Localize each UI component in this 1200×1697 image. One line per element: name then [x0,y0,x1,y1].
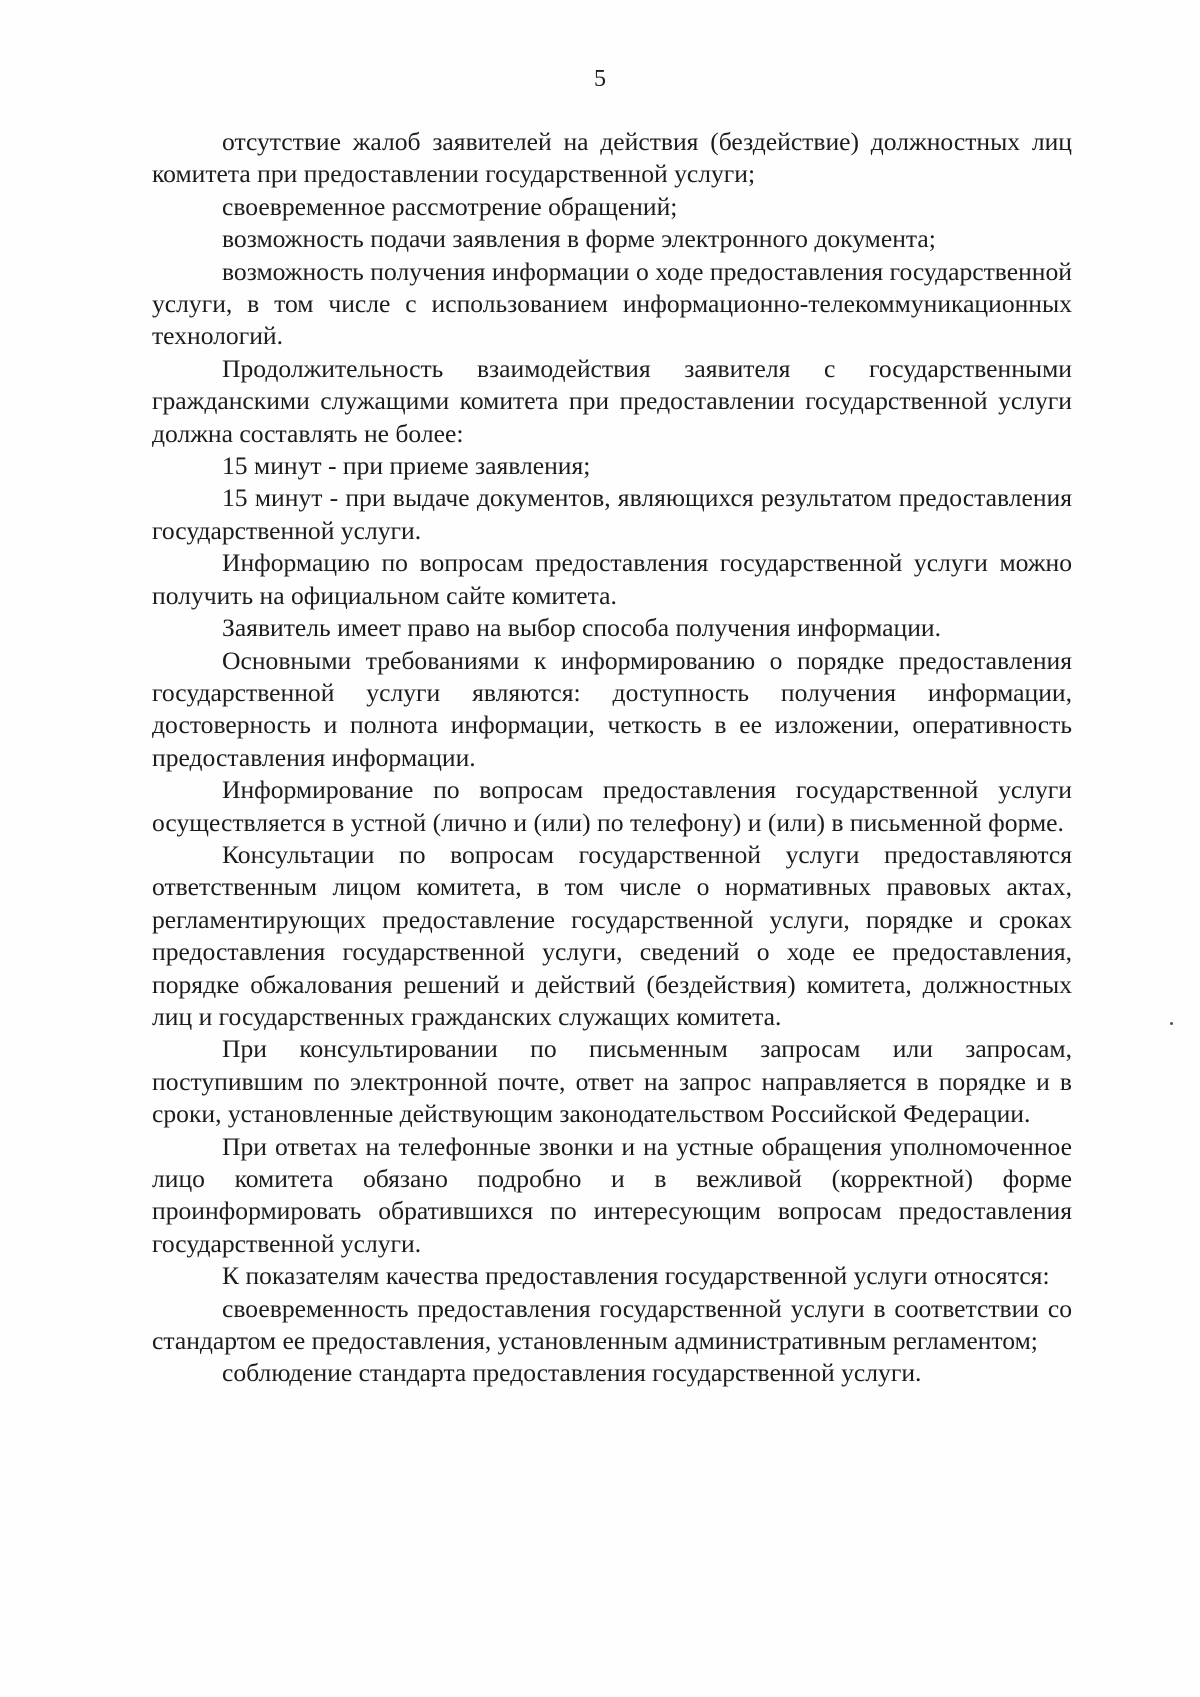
paragraph: возможность подачи заявления в форме электронного документа; [222,224,936,254]
paragraph: К показателям качества предоставления государственной услуги относятся: [222,1261,1050,1291]
paragraph: своевременность предоставления государственной услуги в соответствии со стандартом ее предоставления, установленным административным регламентом; [152,1293,1072,1356]
paragraph: возможность получения информации о ходе предоставления государственной услуги, в том числе с использованием информационно-телекоммуникационных технологий. [152,256,1072,351]
document-body [152,126,1072,1390]
page-number: 5 [594,66,606,92]
paragraph: 15 минут - при приеме заявления; [222,451,591,481]
paragraph: отсутствие жалоб заявителей на действия (бездействие) должностных лиц комитета при предоставлении государственной услуги; [152,127,1072,189]
paragraph: При ответах на телефонные звонки и на устные обращения уполномоченное лицо комитета обязано подробно и в вежливой (корректной) форме проинформировать обратившихся по интересующим вопросам предоставления государственной услуги. [152,1131,1072,1258]
paragraph: Информацию по вопросам предоставления государственной услуги можно получить на официальном сайте комитета. [152,548,1072,610]
paragraph: Основными требованиями к информированию о порядке предоставления государственной услуги являются: доступность получения информации, достоверность и полнота информации, четкость в ее изложении, оперативность предоставления информации. [152,645,1072,772]
paragraph: Продолжительность взаимодействия заявителя с государственными гражданскими служащими комитета при предоставлении государственной услуги должна составлять не более: [152,353,1072,448]
paragraph: Информирование по вопросам предоставления государственной услуги осуществляется в устной (лично и (или) по телефону) и (или) в письменной форме. [152,775,1072,837]
paragraph: соблюдение стандарта предоставления государственной услуги. [222,1358,922,1388]
paragraph: При консультировании по письменным запросам или запросам, поступившим по электронной почте, ответ на запрос направляется в порядке и в сроки, установленные действующим законодательством Российской Федерации. [152,1034,1072,1129]
scan-speck [1170,1022,1173,1025]
paragraph: Консультации по вопросам государственной услуги предоставляются ответственным лицом комитета, в том числе о нормативных правовых актах, регламентирующих предоставление государственной услуги, порядке и сроках предоставления государственной услуги, сведений о ходе ее предоставления, порядке обжалования решений и действий (бездействия) комитета, должностных лиц и государственных гражданских служащих комитета. [152,839,1072,1031]
paragraph: Заявитель имеет право на выбор способа получения информации. [222,613,942,643]
paragraph: своевременное рассмотрение обращений; [222,191,678,221]
paragraph: 15 минут - при выдаче документов, являющихся результатом предоставления государственной услуги. [152,483,1072,545]
